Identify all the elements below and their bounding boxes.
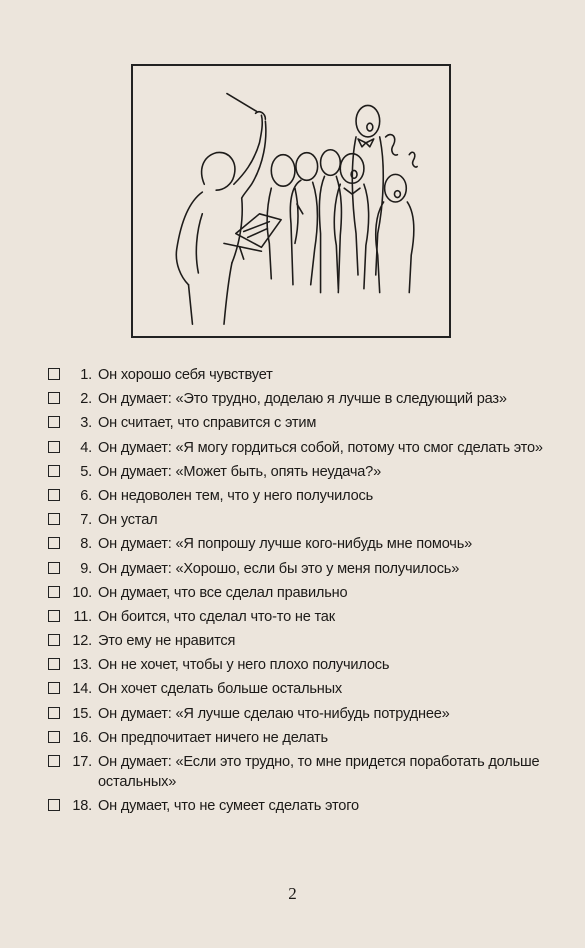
list-item: [48, 728, 568, 752]
checkbox[interactable]: [48, 441, 60, 453]
item-number: 7.: [80, 512, 92, 529]
list-item: [48, 752, 568, 796]
checkbox[interactable]: [48, 634, 60, 646]
item-text: Он думает: «Может быть, опять неудача?»: [98, 463, 382, 480]
list-item: [48, 559, 568, 583]
illustration-frame: [131, 64, 451, 338]
item-number: 18.: [72, 798, 92, 814]
item-text: Он хорошо себя чувствует: [98, 367, 273, 383]
item-number: 9.: [80, 560, 92, 577]
item-text: Он думает: «Хорошо, если бы это у меня получилось»: [98, 560, 460, 577]
statement-checklist: [48, 365, 568, 820]
checkbox[interactable]: [48, 799, 60, 811]
checkbox[interactable]: [48, 513, 60, 525]
checkbox[interactable]: [48, 707, 60, 719]
item-text: Он думает: «Это трудно, доделаю я лучше в следующий раз»: [98, 391, 507, 408]
list-item: [48, 510, 568, 534]
list-item: [48, 655, 568, 679]
list-item: [48, 704, 568, 728]
checkbox[interactable]: [48, 586, 60, 598]
item-text: Он не хочет, чтобы у него плохо получилось: [98, 657, 390, 674]
list-item: [48, 583, 568, 607]
checkbox[interactable]: [48, 562, 60, 574]
list-item: [48, 679, 568, 703]
item-number: 10.: [72, 584, 92, 601]
item-text: Он думает, что не сумеет сделать этого: [98, 798, 359, 814]
checkbox[interactable]: [48, 682, 60, 694]
list-item: [48, 534, 568, 558]
item-number: 3.: [80, 415, 92, 432]
item-text: Он хочет сделать больше остальных: [98, 681, 343, 698]
checkbox[interactable]: [48, 416, 60, 428]
checkbox[interactable]: [48, 658, 60, 670]
item-number: 6.: [80, 487, 92, 504]
list-item: [48, 631, 568, 655]
item-text: Он думает: «Я могу гордиться собой, потому что смог сделать это»: [98, 439, 543, 456]
checkbox[interactable]: [48, 489, 60, 501]
item-number: 11.: [73, 608, 92, 625]
item-number: 16.: [72, 729, 92, 746]
item-number: 1.: [80, 367, 92, 383]
item-text: Он считает, что справится с этим: [98, 415, 317, 432]
checkbox[interactable]: [48, 465, 60, 477]
list-item: [48, 438, 568, 462]
item-number: 8.: [80, 536, 92, 553]
checkbox[interactable]: [48, 368, 60, 380]
list-item: [48, 607, 568, 631]
item-text: Он думает, что все сделал правильно: [98, 584, 348, 601]
choir-group: [267, 105, 417, 292]
item-number: 4.: [80, 439, 92, 456]
list-item: [48, 365, 568, 389]
checkbox[interactable]: [48, 537, 60, 549]
item-number: 2.: [80, 391, 92, 408]
list-item: [48, 486, 568, 510]
item-text: Он боится, что сделал что-то не так: [98, 608, 335, 625]
item-text: Он недоволен тем, что у него получилось: [98, 487, 374, 504]
list-item: [48, 462, 568, 486]
list-item: [48, 413, 568, 437]
item-text: Это ему не нравится: [98, 633, 236, 650]
checkbox[interactable]: [48, 755, 60, 767]
item-number: 17.: [72, 754, 92, 770]
list-item: [48, 796, 568, 820]
list-item: [48, 389, 568, 413]
page-number: 2: [288, 884, 297, 903]
conductor-figure: [176, 94, 281, 325]
item-number: 12.: [72, 633, 92, 650]
checkbox[interactable]: [48, 731, 60, 743]
item-text: Он думает: «Если это трудно, то мне придется поработать дольше остальных»: [98, 754, 540, 790]
item-number: 13.: [72, 657, 92, 674]
item-number: 5.: [80, 463, 92, 480]
item-number: 15.: [72, 705, 92, 722]
item-number: 14.: [72, 681, 92, 698]
item-text: Он думает: «Я лучше сделаю что-нибудь потруднее»: [98, 705, 450, 722]
conductor-choir-illustration: [133, 66, 449, 336]
checkbox[interactable]: [48, 610, 60, 622]
item-text: Он предпочитает ничего не делать: [98, 729, 328, 746]
item-text: Он думает: «Я попрошу лучше кого-нибудь мне помочь»: [98, 536, 473, 553]
checkbox[interactable]: [48, 392, 60, 404]
item-text: Он устал: [98, 512, 158, 529]
